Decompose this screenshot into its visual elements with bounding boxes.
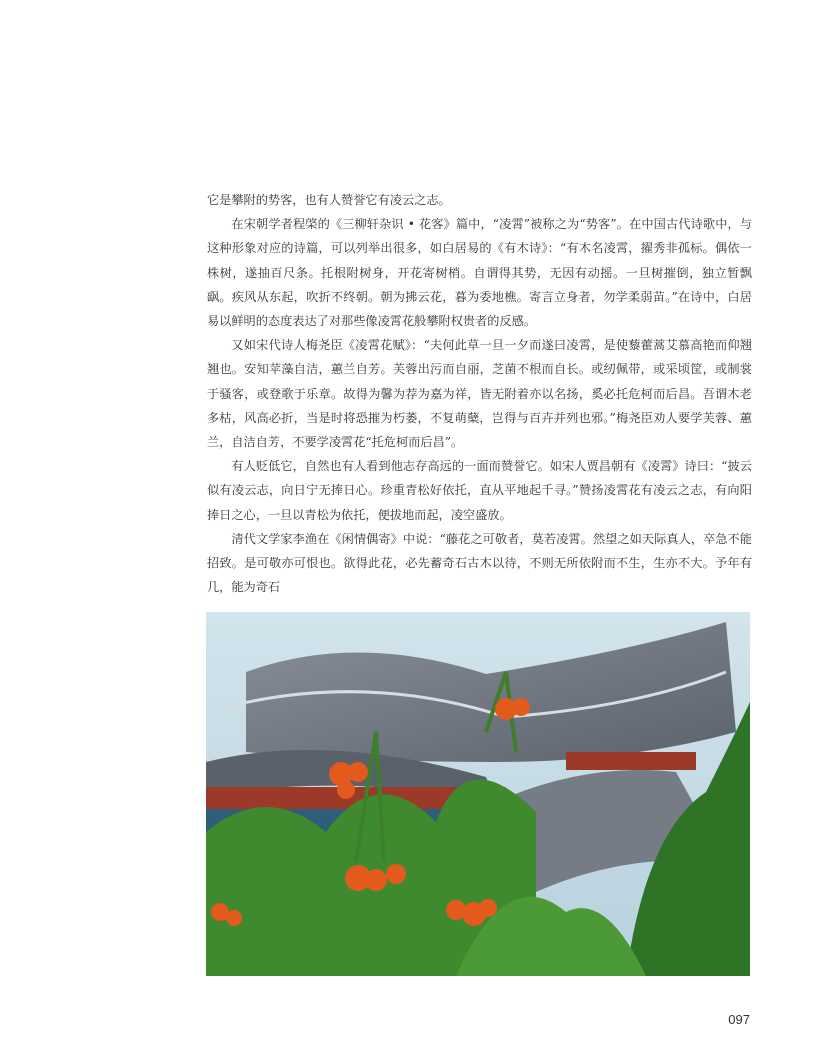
- paragraph-5: 清代文学家李渔在《闲情偶寄》中说：“藤花之可敬者，莫若凌霄。然望之如天际真人，卒急不能招致。是可敬亦可恨也。欲得此花，必先蓄奇石古木以待，不则无所依附而不生，生亦不大。予年有几，能为奇石: [207, 531, 752, 595]
- paragraph-3: 又如宋代诗人梅尧臣《凌霄花赋》：“夫何此草一旦一夕而遂曰凌霄，是使藜藿蒿艾慕高艳而仰翘翘也。安知苹藻自洁，蕙兰自芳。芙蓉出污而自丽，芝菌不根而自长。或纫佩带，或采顷筐，或制裳于骚客，或登歌于乐章。故得为馨为荐为嘉为祥，皆无附着亦以名扬，奚必托危柯而后昌。吾谓木老多枯，风高必折，当是时将恐摧为朽萎，不复萌蘖，岂得与百卉并列也邪。”梅尧臣劝人要学芙蓉、蕙兰，自洁自芳，不要学凌霄花“托危柯而后昌”。: [207, 338, 752, 450]
- photo-illustration: [206, 612, 750, 976]
- body-text: [207, 188, 752, 599]
- page-number: 097: [728, 1012, 750, 1027]
- photo-roof-flowers: [206, 612, 750, 976]
- paragraph-1: 它是攀附的势客，也有人赞誉它有凌云之志。: [207, 193, 451, 207]
- paragraph-4: 有人贬低它，自然也有人看到他志存高远的一面而赞誉它。如宋人贾昌朝有《凌霄》诗曰：“披云似有凌云志，向日宁无捧日心。珍重青松好依托，直从平地起千寻。”赞扬凌霄花有凌云之志，有向阳捧日之心，一旦以青松为依托，便拔地而起，凌空盛放。: [207, 459, 752, 522]
- paragraph-2: 在宋朝学者程棨的《三柳轩杂识 • 花客》篇中，“凌霄”被称之为“势客”。在中国古代诗歌中，与这种形象对应的诗篇，可以列举出很多，如白居易的《有木诗》：“有木名凌霄，擢秀非孤标。偶依一株树，遂抽百尺条。托根附树身，开花寄树梢。自谓得其势，无因有动摇。一旦树摧倒，独立暂飘飖。疾风从东起，吹折不终朝。朝为拂云花，暮为委地樵。寄言立身者，勿学柔弱苗。”在诗中，白居易以鲜明的态度表达了对那些像凌霄花般攀附权贵者的反感。: [207, 217, 752, 329]
- red-beam-right: [566, 752, 696, 770]
